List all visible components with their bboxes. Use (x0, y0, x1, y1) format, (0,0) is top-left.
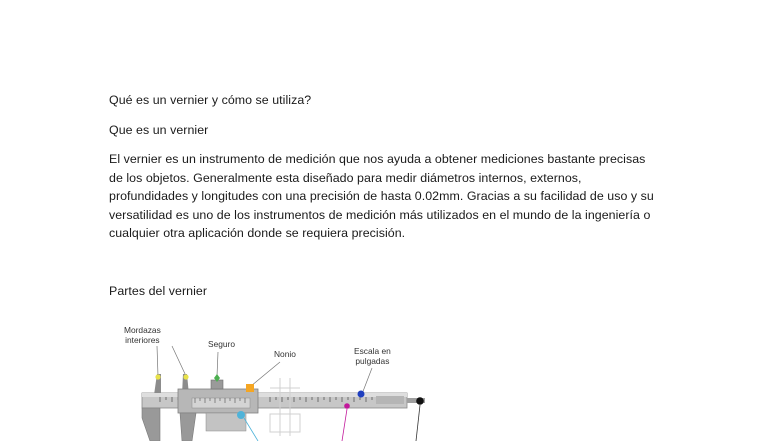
outer-jaw-sliding (180, 413, 196, 441)
marker-end (416, 397, 424, 405)
leader-line (217, 352, 218, 376)
leader-line (416, 405, 420, 441)
vernier-diagram (120, 318, 450, 441)
leader-line (157, 346, 158, 376)
leader-line (251, 362, 280, 386)
body-line: profundidades y longitudes con una precisión de hasta 0.02mm. Gracias a su facilidad de uso y su (109, 189, 654, 204)
vernier-drawing (120, 318, 450, 441)
scale-badge (376, 396, 404, 404)
body-line: de los objetos. Generalmente esta diseñado para medir diámetros internos, externos, (109, 170, 582, 185)
body-paragraph (109, 150, 654, 243)
label-vernier-scale: Nonio (274, 349, 296, 359)
marker-inch-scale (358, 391, 365, 398)
marker-vernier-scale (246, 384, 254, 392)
label-inner-jaws: Mordazas interiores (124, 325, 161, 345)
body-line: versatilidad es uno de los instrumentos de medición más utilizados en el mundo de la ingeniería o (109, 207, 651, 222)
leader-line (342, 409, 347, 441)
leader-line (362, 368, 372, 394)
section-title: Que es un vernier (109, 123, 209, 137)
body-line: El vernier es un instrumento de medición que nos ayuda a obtener mediciones bastante precisas (109, 152, 646, 166)
vernier-window (192, 398, 250, 408)
label-inch-scale: Escala en pulgadas (354, 346, 391, 366)
marker-depth (344, 403, 350, 409)
outer-jaw-fixed (142, 408, 160, 441)
marker-outer-jaws (237, 411, 245, 419)
question-title: Qué es un vernier y cómo se utiliza? (109, 93, 312, 107)
label-lock: Seguro (208, 339, 236, 349)
marker-inner-jaws (155, 374, 160, 379)
body-line: cualquier otra aplicación donde se requiera precisión. (109, 226, 406, 241)
parts-title: Partes del vernier (109, 284, 208, 298)
marker-inner-jaws (183, 374, 188, 379)
leader-line (172, 346, 186, 376)
